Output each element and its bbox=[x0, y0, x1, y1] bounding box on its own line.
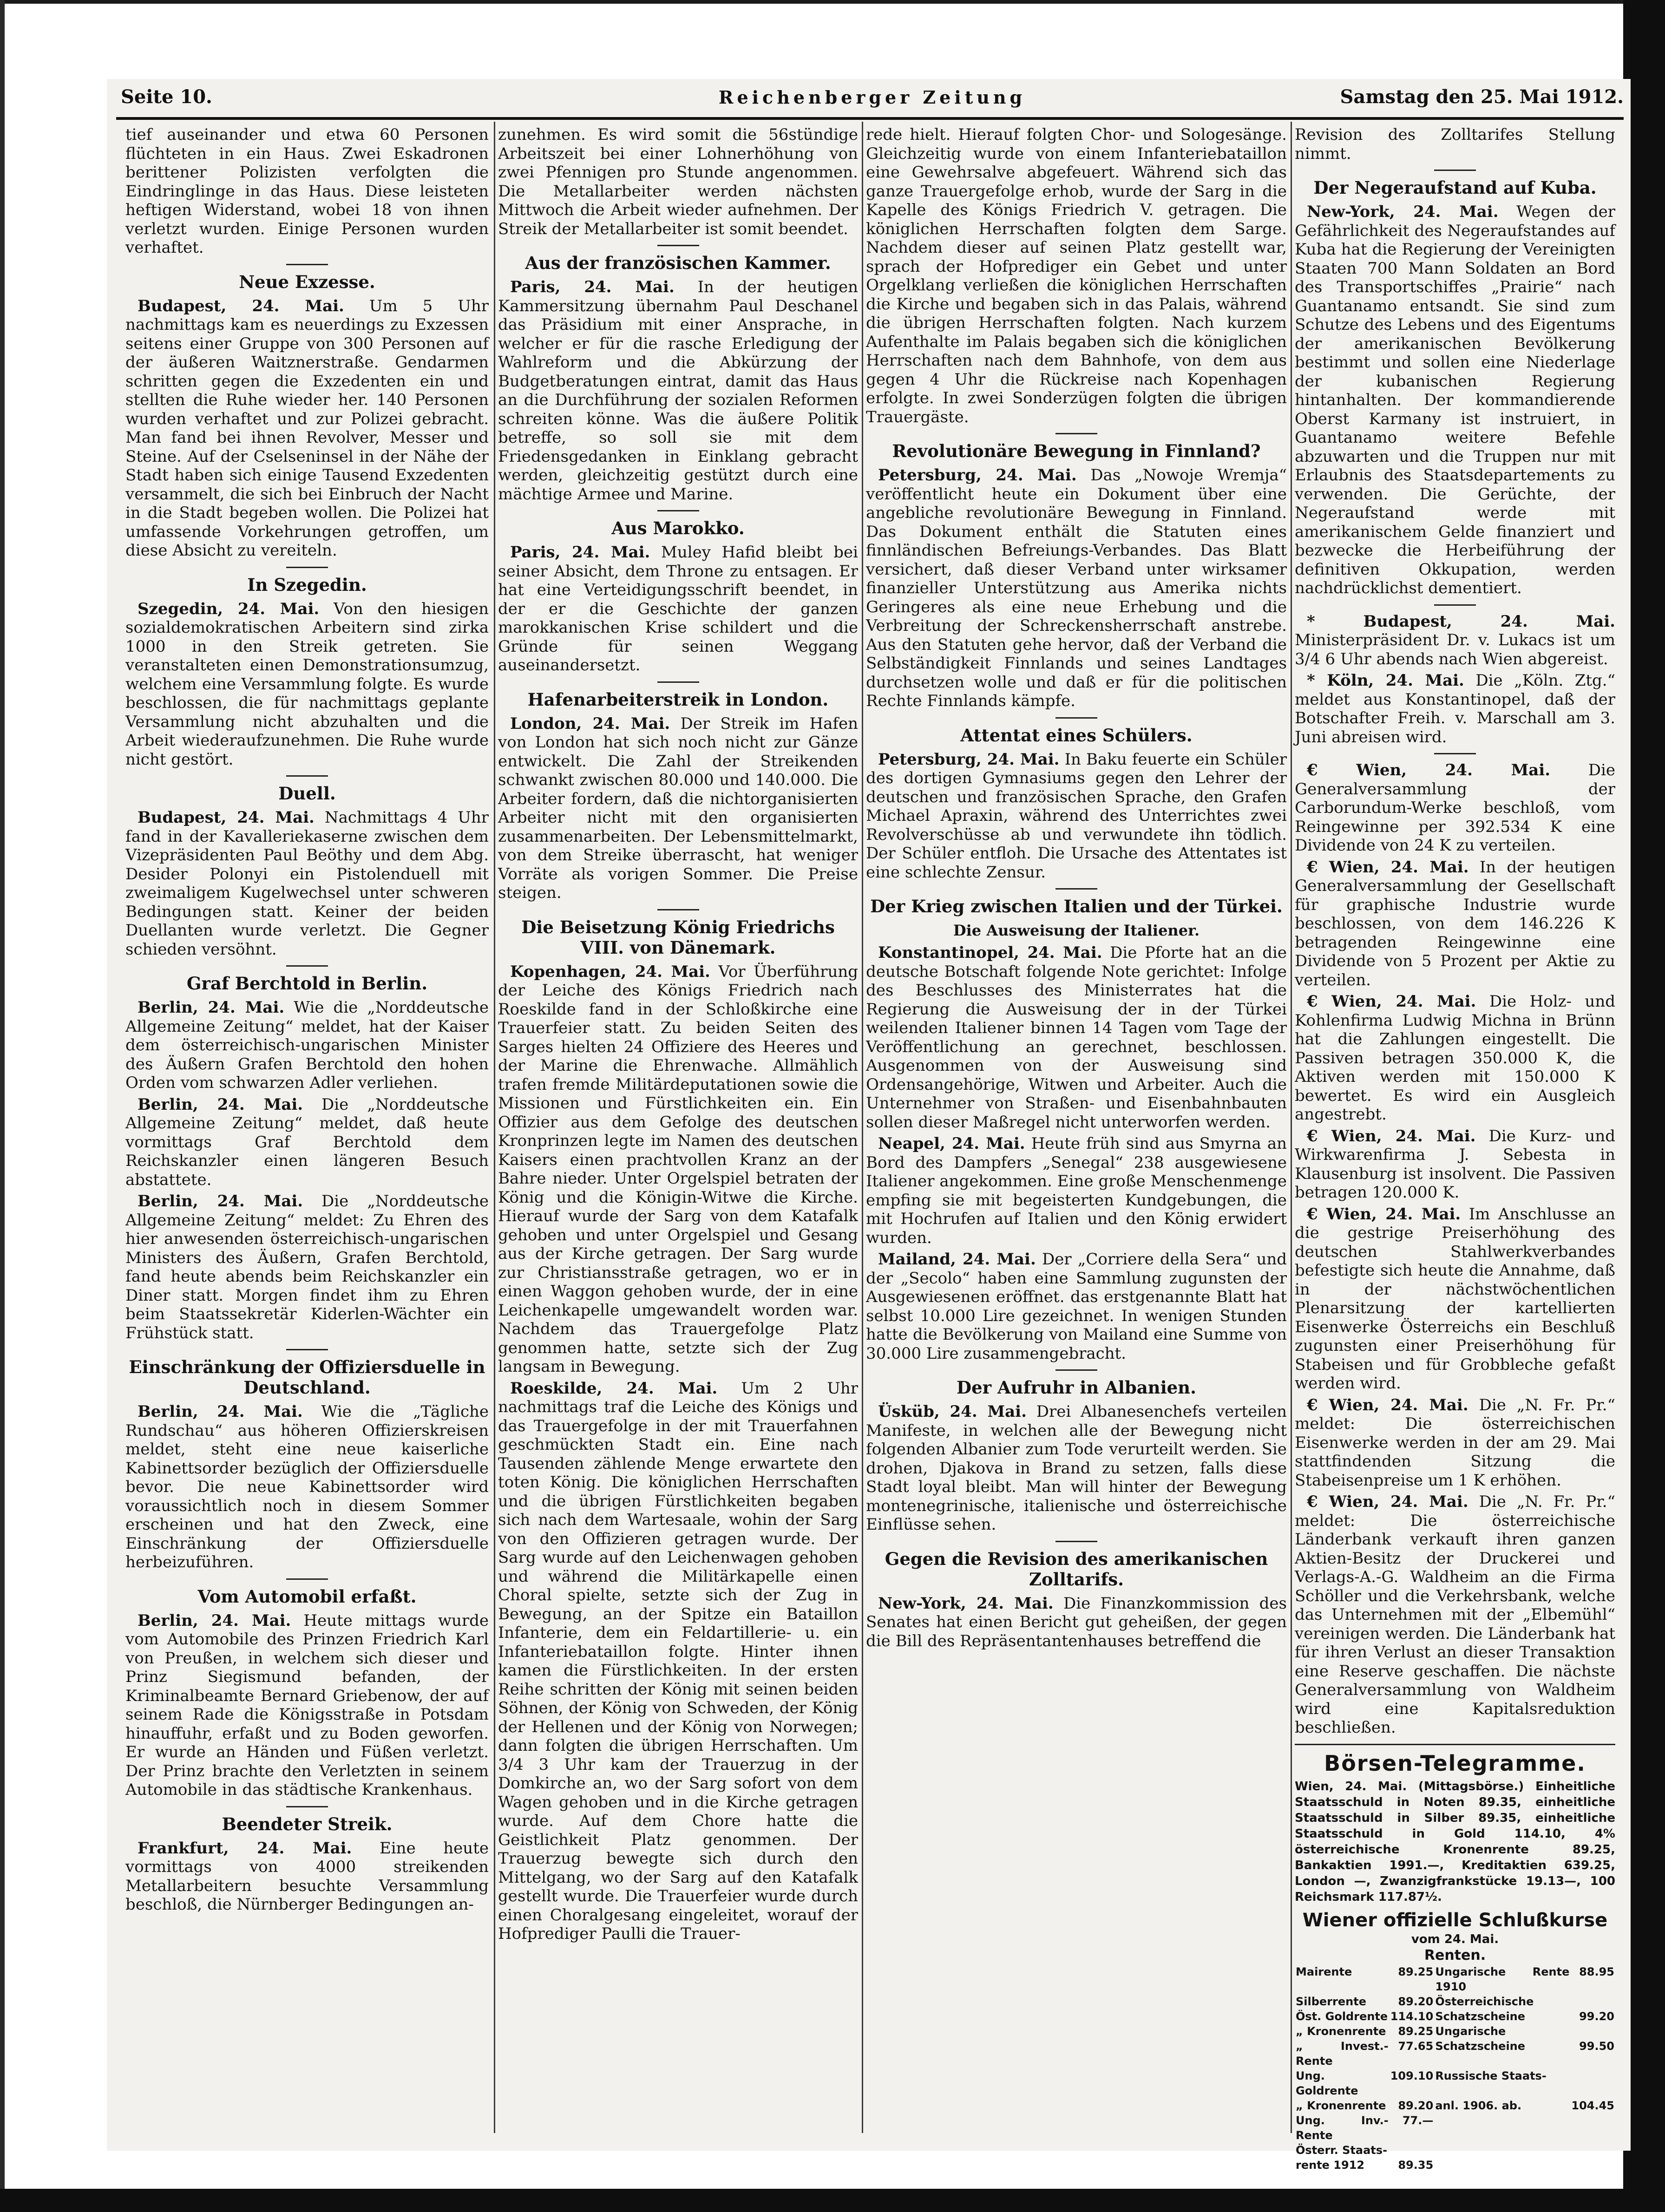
article-text: Die Finanzkommission des Senates hat einen Bericht gut geheißen, der gegen die Bill des Repräsentantenhauses betreffend die bbox=[866, 1594, 1287, 1650]
kurse-value bbox=[1570, 2143, 1615, 2158]
separator bbox=[1055, 717, 1097, 719]
kurse-value: 89.25 bbox=[1398, 1965, 1434, 1978]
article-heading: In Szegedin. bbox=[247, 574, 367, 595]
kurse-value: 77.65 bbox=[1398, 2039, 1434, 2053]
paragraph bbox=[1295, 1127, 1615, 1202]
paragraph bbox=[1295, 203, 1615, 598]
article-text: Die Holz- und Kohlenfirma Ludwig Michna in Brünn hat die Zahlungen eingestellt. Die Passiven betragen 350.000 K, die Aktiven werden mit 150.000 K bewertet. Es wird ein Ausgleich angestrebt. bbox=[1295, 992, 1615, 1124]
kurse-row bbox=[1295, 2098, 1615, 2113]
article-text: Wegen der Gefährlichkeit des Negeraufstandes auf Kuba hat die Regierung der Vereinigten Staaten 700 Mann Soldaten an Bord des Transportschiffes „Prairie“ nach Guantanamo entsandt. Sie sind zum Schutze des Lebens und des Eigentums der amerikanischen Bevölkerung bestimmt und sollen eine Niederlage der kubanischen Regierung hintanhalten. Der kommandierende Oberst Karmany ist instruiert, in Guantanamo weitere Befehle abzuwarten und die Truppen nur mit Erlaubnis des Staatsdepartements zu verwenden. Die Gerüchte, der Negeraufstand werde mit amerikanischem Gelde finanziert und bezwecke die Herbeiführung der definitiven Okkupation, werden nachdrücklichst dementiert. bbox=[1295, 203, 1615, 597]
paragraph bbox=[1295, 612, 1615, 669]
kurse-label bbox=[1434, 2143, 1570, 2158]
article-text: Vor Überführung der Leiche des Königs Friedrich nach Roeskilde fand in der Schloßkirche eine Trauerfeier statt. Zu beiden Seiten des Sarges hielten 24 Offiziere des Heeres und der Marine die Ehrenwache. Allmählich trafen fremde Militärdeputationen sowie die Missionen und Fürstlichkeiten ein. Ein Offizier aus dem Gefolge des deutschen Kronprinzen legte im Namen des deutschen Kaisers einen prachtvollen Kranz an der Bahre nieder. Unter Orgelspiel betraten der König und die Königin-Witwe die Kirche. Hierauf wurde der Sarg von dem Katafalk gehoben und unter Orgelspiel und Gesang aus der Kirche getragen. Der Sarg wurde zur Christiansstraße getragen, wo er in einen Waggon gehoben wurde, der in eine Leichenkapelle umgewandelt worden war. Nachdem das Trauergefolge Platz genommen hatte, setzte sich der Zug langsam in Bewegung. bbox=[498, 962, 859, 1376]
dateline: Berlin, 24. Mai. bbox=[138, 1402, 303, 1421]
paragraph bbox=[1295, 1396, 1615, 1490]
article-heading: Neue Exzesse. bbox=[239, 271, 375, 292]
separator bbox=[657, 510, 699, 511]
article-text: Die Kurz- und Wirkwarenfirma J. Sebesta in Klausenburg ist insolvent. Die Passiven betragen 120.000 K. bbox=[1295, 1126, 1615, 1202]
paragraph: zunehmen. Es wird somit die 56stündige Arbeitszeit bei einer Lohnerhöhung von zwei Pfennigen pro Stunde angenommen. Die Metallarbeiter werden nächsten Mittwoch die Arbeit wieder aufnehmen. Der Streik der Metallarbeiter ist somit beendet. bbox=[498, 125, 858, 238]
separator bbox=[286, 264, 328, 265]
dateline: € Wien, 24. Mai. bbox=[1307, 992, 1476, 1011]
boerse-text bbox=[1295, 1779, 1615, 1905]
paragraph bbox=[1295, 858, 1615, 990]
paragraph bbox=[125, 297, 489, 560]
article-text: In der heutigen Generalversammlung der Gesellschaft für graphische Industrie wurde beschlossen, von dem 146.226 K betragenden Reingewinne eine Dividende von 5 Prozent per Aktie zu verteilen. bbox=[1295, 857, 1615, 989]
paragraph bbox=[498, 1379, 858, 1944]
article-text: Im Anschlusse an die gestrige Preiserhöhung des deutschen Stahlwerkverbandes befestigte sich heute die Annahme, daß in der nächstwöchentlichen Plenarsitzung der kartellierten Eisenwerke Österreichs ein Beschluß zugunsten einer Preiserhöhung für Stabeisen und für Grobbleche gefaßt werden wird. bbox=[1295, 1204, 1615, 1393]
article-text: Heute mittags wurde vom Automobile des Prinzen Friedrich Karl von Preußen, in welchem sich dieser und Prinz Siegismund befanden, der Kriminalbeamte Bernard Griebenow, der auf seinem Rade die Königsstraße in Potsdam hinauffuhr, erfaßt und zu Boden geworfen. Er wurde an Händen und Füßen verletzt. Der Prinz brachte den Verletzten in seinem Automobile in das städtische Krankenhaus. bbox=[125, 1611, 489, 1799]
kurse-label: anl. 1906. ab. bbox=[1435, 2099, 1522, 2112]
kurse-value: 104.45 bbox=[1571, 2099, 1614, 2112]
dateline: € Wien, 24. Mai. bbox=[1307, 1126, 1476, 1145]
dateline: Roeskilde, 24. Mai. bbox=[510, 1379, 718, 1398]
paragraph: tief auseinander und etwa 60 Personen flüchteten in ein Haus. Zwei Eskadronen berittener Polizisten verfolgten die Eindringlinge in das Haus. Diese leisteten heftigen Widerstand, wobei 18 von ihnen verletzt wurden. Einige Personen wurden verhaftet. bbox=[125, 125, 489, 257]
article-text: In der heutigen Kammersitzung übernahm Paul Deschanel das Präsidium mit einer Ansprache, in welcher er für die rasche Erledigung der Wahlreform und die Abkürzung der Budgetberatungen eintrat, damit das Haus an die Durchführung der sozialen Reformen schreiten könne. Was die äußere Politik betreffe, so soll sie mit dem Friedensgedanken in Einklang gebracht werden, gleichzeitig gestützt durch eine mächtige Armee und Marine. bbox=[498, 278, 858, 504]
paragraph bbox=[498, 543, 858, 675]
kurse-row bbox=[1295, 2009, 1615, 2024]
article-text: Wie die „Norddeutsche Allgemeine Zeitung“ meldet, hat der Kaiser dem österreichisch-ungarischen Minister des Äußern Grafen Berchtold den hohen Orden vom schwarzen Adler verliehen. bbox=[125, 998, 489, 1092]
kurse-value: 99.50 bbox=[1579, 2039, 1614, 2053]
paragraph bbox=[866, 1402, 1287, 1534]
article-heading: Beendeter Streik. bbox=[222, 1813, 393, 1834]
kurse-date: vom 24. Mai. bbox=[1411, 1932, 1499, 1946]
paragraph bbox=[866, 943, 1287, 1132]
kurse-label: Österr. Staats- bbox=[1296, 2143, 1388, 2157]
separator bbox=[1055, 1369, 1097, 1371]
header-rule bbox=[116, 117, 1624, 120]
article-text: Der Streik im Hafen von London hat sich noch nicht zur Gänze entwickelt. Die Zahl der Streikenden schwankt zwischen 80.000 und 140.000. Die Arbeiter fordern, daß die nichtorganisierten Arbeiter nicht mit den organisierten zusammenarbeiten. Der Lebensmittelmarkt, von dem Streike überrascht, hat weniger Vorräte als vorigen Sommer. Die Preise steigen. bbox=[498, 714, 859, 902]
article-heading: Die Beisetzung König Friedrichs VIII. von Dänemark. bbox=[521, 916, 835, 958]
dateline: Mailand, 24. Mai. bbox=[878, 1250, 1036, 1269]
dateline: € Wien, 24. Mai. bbox=[1307, 1492, 1468, 1511]
kurse-label bbox=[1434, 2113, 1570, 2143]
separator bbox=[1434, 170, 1476, 171]
kurse-value: 99.20 bbox=[1579, 2009, 1614, 2023]
article-text: Der „Corriere della Sera“ und der „Secolo“ haben eine Sammlung zugunsten der Ausgewiesenen eröffnet. das erstgenannte Blatt hat selbst 10.000 Lire gezeichnet. In wenigen Stunden hatte die Bevölkerung von Mailand eine Summe von 30.000 Lire zusammengebracht. bbox=[866, 1250, 1287, 1363]
kurse-label: „ Invest.-Rente bbox=[1296, 2039, 1389, 2068]
paragraph bbox=[498, 278, 858, 504]
article-text: Heute früh sind aus Smyrna an Bord des Dampfers „Senegal“ 238 ausgewiesene Italiener angekommen. Eine große Menschenmenge empfing sie mit begeisterten Kundgebungen, die mit Hochrufen auf Italien und den König erwidert wurden. bbox=[866, 1134, 1287, 1247]
kurse-value: 89.35 bbox=[1398, 2158, 1434, 2172]
article-text: Um 2 Uhr nachmittags traf die Leiche des Königs und das Trauergefolge in der mit Trauerfahnen geschmückten Stadt ein. Eine nach Tausenden zählende Menge erwartete den toten König. Die königlichen Herrschaften und die übrigen Fürstlichkeiten begaben sich nach dem Wartesaale, wohin der Sarg von den Offizieren getragen wurde. Der Sarg wurde auf den Leichenwagen gehoben und während die Militärkapelle einen Choral spielte, setzte sich der Zug in Bewegung, an der Spitze ein Bataillon Infanterie, dem ein Feldartillerie- u. ein Infanteriebataillon folgte. Hinter ihnen kamen die Fürstlichkeiten. In der ersten Reihe schritten der König mit seinen beiden Söhnen, der König von Schweden, der König der Hellenen und der König von Norwegen; dann folgten die übrigen Herrschaften. Um 3/4 3 Uhr kam der Trauerzug in der Domkirche an, wo der Sarg sofort von dem Wagen gehoben und in die Kirche getragen wurde. Auf dem Chore hatte die Geistlichkeit Platz genommen. Der Trauerzug bewegte sich durch den Mittelgang, wo der Sarg auf den Katafalk gestellt wurde. Die Trauerfeier wurde durch einen Choralgesang eingeleitet, worauf der Hofprediger Paulli die Trauer- bbox=[498, 1379, 858, 1943]
column-3 bbox=[866, 125, 1287, 2132]
kurse-label: Mairente bbox=[1296, 1965, 1352, 1978]
dateline: Budapest, 24. Mai. bbox=[138, 296, 344, 315]
kurse-value: 89.20 bbox=[1398, 2099, 1434, 2112]
article-heading: Aus der französischen Kammer. bbox=[525, 253, 831, 273]
kurse-value: 77.— bbox=[1402, 2114, 1434, 2127]
scan-edge-bottom bbox=[0, 2189, 1665, 2212]
separator bbox=[286, 1806, 328, 1807]
kurse-title: Wiener offizielle Schlußkurse bbox=[1302, 1909, 1608, 1931]
dateline: Petersburg, 24. Mai. bbox=[878, 750, 1060, 769]
paragraph bbox=[125, 1192, 489, 1342]
dateline: € Wien, 24. Mai. bbox=[1307, 857, 1469, 877]
kurse-value bbox=[1570, 1994, 1615, 2009]
separator bbox=[1055, 1541, 1097, 1542]
paragraph bbox=[866, 466, 1287, 711]
page-number: Seite 10. bbox=[121, 86, 212, 108]
article-text: Von den hiesigen sozialdemokratischen Arbeitern sind zirka 1000 in den Streik getreten. Sie veranstalteten einen Demonstrationsumzug, welchem eine Versammlung folgte. Es wurde beschlossen, die für nachmittags geplante Versammlung nicht abzuhalten und die Arbeit wiederaufzunehmen. Die Ruhe wurde nicht gestört. bbox=[125, 599, 489, 769]
separator bbox=[657, 909, 699, 910]
dateline: Paris, 24. Mai. bbox=[510, 278, 675, 296]
dateline: Konstantinopel, 24. Mai. bbox=[878, 943, 1102, 962]
article-heading: Vom Automobil erfaßt. bbox=[197, 1586, 417, 1607]
column-4 bbox=[1295, 125, 1616, 2172]
paragraph: Revision des Zolltarifes Stellung nimmt. bbox=[1295, 125, 1615, 163]
article-text: Die „Norddeutsche Allgemeine Zeitung“ meldet: Zu Ehren des hier anwesenden österreichisch-ungarischen Ministers des Äußern, Grafen Berchtold, fand heute abends beim Reichskanzler ein Diner statt. Morgen findet ihm zu Ehren beim Staatssekretär Kiderlen-Wächter ein Frühstück statt. bbox=[125, 1192, 489, 1342]
kurse-row bbox=[1295, 2158, 1615, 2173]
kurse-label: Ung. Goldrente bbox=[1296, 2069, 1358, 2097]
scan-edge-left bbox=[0, 0, 5, 2212]
dateline: New-York, 24. Mai. bbox=[878, 1594, 1054, 1613]
separator bbox=[1434, 753, 1476, 754]
scan-edge-top bbox=[0, 0, 1665, 4]
kurse-value: 109.10 bbox=[1390, 2069, 1434, 2082]
paragraph bbox=[866, 1594, 1287, 1651]
separator bbox=[286, 965, 328, 967]
kurse-label: Russische Staats- bbox=[1435, 2069, 1547, 2082]
column-1 bbox=[125, 125, 489, 2132]
dateline: Frankfurt, 24. Mai. bbox=[138, 1839, 352, 1858]
dateline: € Wien, 24. Mai. bbox=[1307, 761, 1551, 779]
dateline: Kopenhagen, 24. Mai. bbox=[510, 962, 710, 981]
article-text: Die „N. Fr. Pr.“ meldet: Die österreichische Länderbank verkauft ihren ganzen Aktien-Besitz der Druckerei und Verlags-A.-G. Waldheim an die Firma Schöller und die Verkehrsbank, welche das Unternehmen mit der „Elbemühl“ vereinigen werden. Die Länderbank hat für ihren Verlust an dieser Transaktion eine Reserve geschaffen. Die nächste Generalversammlung von Waldheim wird eine Kapitalsreduktion beschließen. bbox=[1295, 1492, 1615, 1737]
article-text: Die Pforte hat an die deutsche Botschaft folgende Note gerichtet: Infolge des Beschlusses des Ministerrates hat die Regierung die Ausweisung der in der Türkei weilenden Italiener binnen 14 Tagen vom Tage der Veröffentlichung an gerechnet, beschlossen. Ausgenommen von der Ausweisung sind Ordensangehörige, Witwen und Arbeiter. Auch die Unternehmer von Straßen- und Eisenbahnbauten sollen dieser Maßregel nicht unterworfen werden. bbox=[866, 943, 1287, 1132]
article-text: Wie die „Tägliche Rundschau“ aus höheren Offizierskreisen meldet, steht eine neue kaiserliche Kabinettsorder bezüglich der Offiziersduelle bevor. Die neue Kabinettsorder wird voraussichtlich noch in diesem Sommer erscheinen und hat den Zweck, eine Einschränkung der Offiziersduelle herbeizuführen. bbox=[125, 1402, 489, 1571]
article-text: Die „Norddeutsche Allgemeine Zeitung“ meldet, daß heute vormittags Graf Berchtold dem Reichskanzler einen längeren Besuch abstattete. bbox=[125, 1095, 489, 1189]
article-heading: Hafenarbeiterstreik in London. bbox=[527, 689, 829, 710]
dateline: Paris, 24. Mai. bbox=[510, 543, 650, 562]
kurse-label: „ Kronenrente bbox=[1296, 2099, 1386, 2112]
dateline: € Wien, 24. Mai. bbox=[1307, 1395, 1468, 1414]
paragraph bbox=[866, 1134, 1287, 1247]
newspaper-title: Reichenberger Zeitung bbox=[718, 87, 1026, 108]
dateline: Üsküb, 24. Mai. bbox=[878, 1402, 1027, 1421]
article-heading: Aus Marokko. bbox=[611, 518, 745, 538]
paragraph bbox=[125, 808, 489, 959]
separator bbox=[286, 1578, 328, 1580]
page-header bbox=[121, 86, 1624, 114]
article-text: Eine heute vormittags von 4000 streikenden Metallarbeitern besuchte Versammlung beschloß, die Nürnberger Bedingungen an- bbox=[125, 1839, 489, 1914]
article-text: Die Generalversammlung der Carborundum-Werke beschloß, vom Reingewinne per 392.534 K eine Dividende von 24 K zu verteilen. bbox=[1295, 761, 1615, 855]
boerse-body: Einheitliche Staatsschuld in Noten 89.35, einheitliche Staatsschuld in Silber 89.35, einheitliche Staatsschuld in Gold 114.10, 4% österreichische Kronenrente 89.25, Bankaktien 1991.—, Kreditaktien 639.25, London —, Zwanzigfrankstücke 19.13—, 100 Reichsmark 117.87½. bbox=[1295, 1779, 1615, 1904]
article-subheading: Die Ausweisung der Italiener. bbox=[953, 922, 1200, 939]
column-2 bbox=[498, 125, 858, 2132]
kurse-row bbox=[1295, 2024, 1615, 2039]
dateline: Wien, 24. Mai. (Mittagsbörse.) bbox=[1295, 1779, 1524, 1793]
separator bbox=[657, 681, 699, 683]
kurse-label: Österreichische bbox=[1435, 1995, 1534, 2008]
column-rule-3 bbox=[1291, 122, 1292, 2133]
kurse-row bbox=[1295, 2039, 1615, 2068]
article-text: Die „Köln. Ztg.“ meldet aus Konstantinopel, daß der Botschafter Freih. v. Marschall am 3. Juni abreisen wird. bbox=[1295, 671, 1616, 746]
separator bbox=[1055, 433, 1097, 434]
paragraph bbox=[125, 1402, 489, 1572]
dateline: Budapest, 24. Mai. bbox=[138, 808, 315, 827]
paragraph bbox=[125, 600, 489, 769]
kurse-row bbox=[1295, 1994, 1615, 2009]
article-text: Die „N. Fr. Pr.“ meldet: Die österreichischen Eisenwerke werden in der am 29. Mai stattfindenden Sitzung die Stabeisenpreise um 1 K erhöhen. bbox=[1295, 1395, 1615, 1490]
kurse-value: 89.25 bbox=[1398, 2024, 1434, 2038]
paragraph bbox=[866, 1250, 1287, 1363]
kurse-label: Ungarische Rente 1910 bbox=[1435, 1965, 1570, 1993]
article-text: Nachmittags 4 Uhr fand in der Kavalleriekaserne zwischen dem Vizepräsidenten Paul Beöthy und dem Abg. Desider Polonyi ein Pistolenduell mit zweimaligem Kugelwechsel unter schweren Bedingungen statt. Keiner der beiden Duellanten wurde verletzt. Die Gegner schieden versöhnt. bbox=[125, 808, 489, 959]
paragraph bbox=[866, 750, 1287, 882]
article-heading: Der Krieg zwischen Italien und der Türkei. bbox=[870, 896, 1283, 916]
paragraph bbox=[125, 1839, 489, 1914]
kurse-value bbox=[1570, 2113, 1615, 2143]
separator bbox=[1434, 604, 1476, 606]
article-heading: Graf Berchtold in Berlin. bbox=[186, 973, 428, 994]
article-text: Um 5 Uhr nachmittags kam es neuerdings zu Exzessen seitens einer Gruppe von 300 Personen auf der äußeren Waitznerstraße. Gendarmen schritten gegen die Exzedenten ein und stellten die Ruhe wieder her. 140 Personen wurden verhaftet und zur Polizei gebracht. Man fand bei ihnen Revolver, Messer und Steine. Auf der Cselseninsel in der Nähe der Stadt haben sich einige Tausend Exzedenten versammelt, die sich bei Einbruch der Nacht in die Stadt begeben wollen. Die Polizei hat umfassende Vorkehrungen getroffen, um diese Absicht zu vereiteln. bbox=[125, 296, 489, 560]
kurse-label: Ung. Inv.-Rente bbox=[1296, 2114, 1389, 2142]
boerse-title: Börsen-Telegramme. bbox=[1324, 1750, 1586, 1776]
column-rule-2 bbox=[862, 122, 863, 2133]
dateline: * Köln, 24. Mai. bbox=[1307, 671, 1464, 690]
kurse-value bbox=[1570, 2024, 1615, 2039]
kurse-label: Silberrente bbox=[1296, 1995, 1366, 2008]
article-text: In Baku feuerte ein Schüler des dortigen Gymnasiums gegen den Lehrer der deutschen und französischen Sprache, den Grafen Michael Apraxin, während des Unterrichtes zwei Revolverschüsse ab und verwundete ihn tödlich. Der Schüler entfloh. Die Ursache des Attentates ist eine schlechte Zensur. bbox=[866, 750, 1287, 882]
kurse-label: Schatzscheine bbox=[1435, 2039, 1526, 2053]
article-heading: Der Aufruhr in Albanien. bbox=[957, 1377, 1196, 1398]
paragraph bbox=[498, 962, 858, 1376]
paragraph bbox=[125, 1611, 489, 1800]
article-heading: Attentat eines Schülers. bbox=[960, 725, 1193, 746]
kurse-row bbox=[1295, 2068, 1615, 2098]
paragraph bbox=[1295, 1205, 1615, 1393]
paragraph bbox=[1295, 761, 1615, 855]
paragraph bbox=[1295, 1492, 1615, 1737]
paragraph bbox=[125, 1095, 489, 1190]
column-rule-1 bbox=[494, 122, 495, 2133]
article-text: Muley Hafid bleibt bei seiner Absicht, dem Throne zu entsagen. Er hat eine Verteidigungsschrift beendet, in der er die Geschichte der ganzen marokkanischen Krise schildert und die Gründe für seinen Weggang auseinandersetzt. bbox=[498, 543, 858, 674]
article-heading: Revolutionäre Bewegung in Finnland? bbox=[892, 441, 1261, 461]
issue-date: Samstag den 25. Mai 1912. bbox=[1340, 86, 1624, 108]
kurse-row bbox=[1295, 2113, 1615, 2143]
article-text: Das „Nowoje Wremja“ veröffentlicht heute ein Dokument über eine angebliche revolutionäre Bewegung in Finnland. Das Dokument enthält die Statuten eines finnländischen Befreiungs-Verbandes. Das Blatt versichert, daß dieser Verband unter wirksamer finanzieller Unterstützung aus Amerika nichts Geringeres als eine neue Erhebung und die Verbreitung der Schreckensherrschaft anstrebe. Aus den Statuten gehe hervor, daß der Verband die Selbständigkeit Finnlands und seines Landtages durchsetzen wolle und daß er für die politischen Rechte Finnlands kämpfe. bbox=[866, 466, 1287, 710]
kurse-label: Schatzscheine bbox=[1435, 2009, 1526, 2023]
article-heading: Gegen die Revision des amerikanischen Zolltarifs. bbox=[885, 1548, 1268, 1590]
dateline: € Wien, 24. Mai. bbox=[1307, 1204, 1461, 1224]
kurse-value: 89.20 bbox=[1398, 1995, 1434, 2008]
paragraph bbox=[1295, 671, 1615, 746]
kurse-value: 88.95 bbox=[1579, 1965, 1614, 1978]
kurse-value bbox=[1390, 2143, 1435, 2158]
kurse-value bbox=[1570, 2158, 1615, 2173]
dateline: Berlin, 24. Mai. bbox=[138, 1095, 303, 1114]
kurse-label: Ungarische bbox=[1435, 2024, 1506, 2038]
article-text: Drei Albanesenchefs verteilen Manifeste, in welchen alle der Bewegung nicht folgenden Albanier zum Tode verurteilt werden. Sie drohen, Djakova in Brand zu setzen, falls diese Stadt loyal bleibt. Man will hinter der Bewegung montenegrinische, italienische und österreichische Einflüsse sehen. bbox=[866, 1402, 1287, 1534]
dateline: New-York, 24. Mai. bbox=[1307, 203, 1499, 221]
paragraph bbox=[498, 714, 858, 903]
dateline: Berlin, 24. Mai. bbox=[138, 1192, 303, 1211]
separator bbox=[286, 1349, 328, 1350]
kurse-label: Öst. Goldrente bbox=[1296, 2009, 1388, 2023]
separator bbox=[657, 245, 699, 246]
separator bbox=[286, 567, 328, 568]
dateline: Berlin, 24. Mai. bbox=[138, 998, 285, 1017]
article-heading: Der Negeraufstand auf Kuba. bbox=[1313, 177, 1597, 198]
kurse-row bbox=[1295, 2143, 1615, 2158]
separator bbox=[286, 775, 328, 777]
dateline: Neapel, 24. Mai. bbox=[878, 1134, 1025, 1153]
paragraph bbox=[1295, 992, 1615, 1124]
kurse-section: Renten. bbox=[1424, 1947, 1486, 1963]
dateline: Petersburg, 24. Mai. bbox=[878, 466, 1077, 484]
kurse-row bbox=[1295, 1964, 1615, 1994]
dateline: * Budapest, 24. Mai. bbox=[1307, 612, 1615, 631]
kurse-label: „ Kronenrente bbox=[1296, 2024, 1386, 2038]
kurse-value bbox=[1570, 2068, 1615, 2098]
kurse-table bbox=[1295, 1964, 1615, 2173]
article-heading: Einschränkung der Offiziersduelle in Deutschland. bbox=[129, 1357, 485, 1398]
kurse-label bbox=[1434, 2158, 1570, 2173]
dateline: London, 24. Mai. bbox=[510, 714, 670, 733]
kurse-label: rente 1912 bbox=[1296, 2158, 1365, 2172]
kurse-value: 114.10 bbox=[1390, 2009, 1434, 2023]
paragraph: rede hielt. Hierauf folgten Chor- und Sologesänge. Gleichzeitig wurde von einem Infanteriebataillon eine Gewehrsalve abgefeuert. Während sich das ganze Trauergefolge erhob, wurde der Sarg in die Kapelle des Königs Friedrich V. getragen. Die königlichen Herrschaften folgten dem Sarge. Nachdem dieser auf seinen Platz gestellt war, sprach der Hofprediger ein Gebet und unter Orgelklang verließen die königlichen Herrschaften die Kirche und begaben sich in das Palais, während die übrigen Herrschaften folgten. Nach kurzem Aufenthalte im Palais begaben sich die königlichen Herrschaften nach dem Bahnhofe, von dem aus gegen 4 Uhr die Rückreise nach Kopenhagen erfolgte. In zwei Sonderzügen folgten die übrigen Trauergäste. bbox=[866, 125, 1287, 426]
dateline: Szegedin, 24. Mai. bbox=[138, 599, 320, 618]
paragraph bbox=[125, 998, 489, 1093]
article-text: Ministerpräsident Dr. v. Lukacs ist um 3/4 6 Uhr abends nach Wien abgereist. bbox=[1295, 631, 1615, 668]
boerse-block bbox=[1295, 1744, 1615, 2173]
article-heading: Duell. bbox=[278, 783, 336, 804]
dateline: Berlin, 24. Mai. bbox=[138, 1611, 291, 1630]
separator bbox=[1055, 888, 1097, 890]
